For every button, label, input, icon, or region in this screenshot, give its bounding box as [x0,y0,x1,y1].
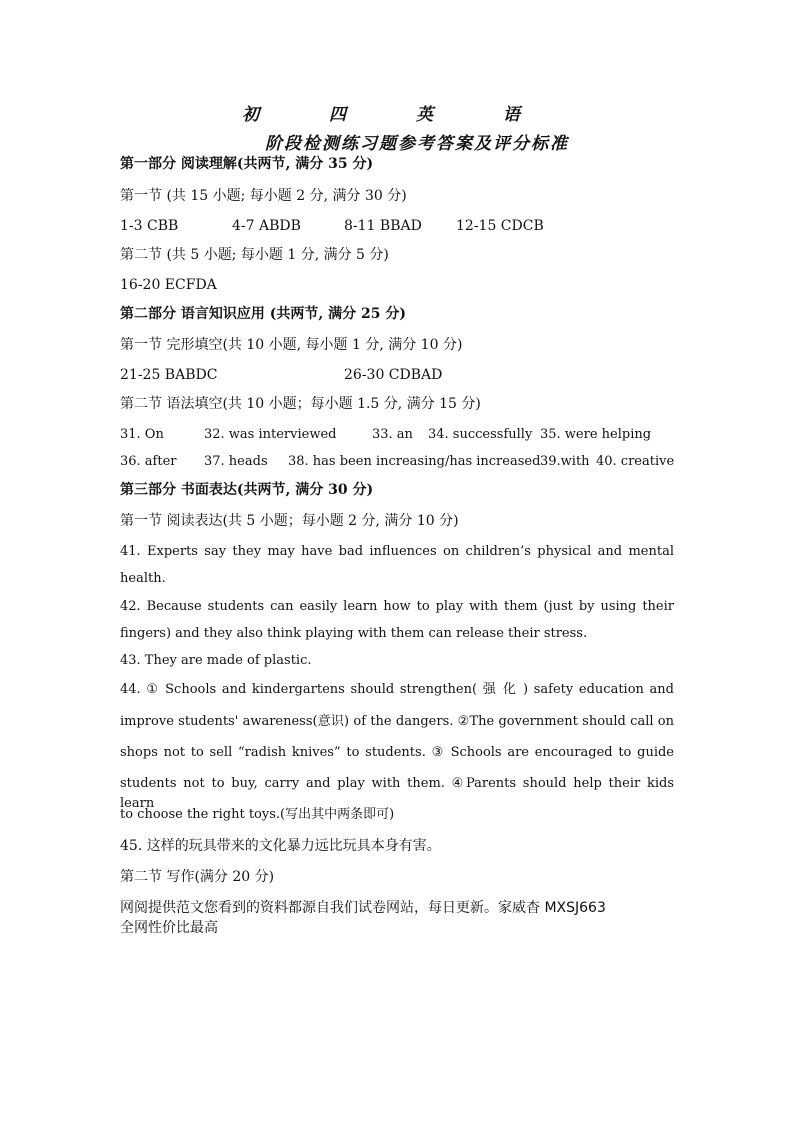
answer-item: 34. successfully [428,427,533,442]
answer-41-line-2: health. [120,571,166,586]
part3-heading: 第三部分 书面表达(共两节, 满分 30 分) [120,482,374,498]
answer-item: 38. has been increasing/has increased [288,454,541,469]
answer-44-line-5: to choose the right toys.(写出其中两条即可) [120,807,395,822]
answer-group: 12-15 CDCB [456,218,544,234]
answer-group: 26-30 CDBAD [344,367,443,383]
answer-item: 39.with [540,454,590,469]
answer-item: 32. was interviewed [204,427,337,442]
part2-heading: 第二部分 语言知识应用 (共两节, 满分 25 分) [120,306,406,322]
answer-45: 45. 这样的玩具带来的文化暴力远比玩具本身有害。 [120,838,441,854]
page-title: 初 四 英 语 [242,105,552,125]
answer-group: 4-7 ABDB [232,218,301,234]
answer-44-line-1: 44. ① Schools and kindergartens should strengthen( 强 化 ) safety education and [120,682,674,697]
part1-section1-answers [120,216,680,236]
grammar-answers-row-1 [120,425,680,445]
part1-heading: 第一部分 阅读理解(共两节, 满分 35 分) [120,156,374,172]
footer-note-line-1: 网阅提供范文您看到的资料都源自我们试卷网站，每日更新。家威杳 MXSJ663 [120,900,606,916]
part2-section1-answers [120,365,680,385]
part2-section1-heading: 第一节 完形填空(共 10 小题, 每小题 1 分, 满分 10 分) [120,337,463,353]
answer-44-line-2: improve students' awareness(意识) of the dangers. ②The government should call on [120,714,674,729]
answer-42-line-1: 42. Because students can easily learn how to play with them (just by using their [120,599,674,614]
part3-section1-heading: 第一节 阅读表达(共 5 小题；每小题 2 分, 满分 10 分) [120,513,459,529]
answer-item: 36. after [120,454,177,469]
answer-43: 43. They are made of plastic. [120,653,312,668]
answer-44-line-3: shops not to sell “radish knives” to students. ③ Schools are encouraged to guide [120,745,674,760]
page-subtitle: 阶段检测练习题参考答案及评分标准 [265,134,569,154]
answer-42-line-2: fingers) and they also think playing with them can release their stress. [120,626,588,641]
answer-item: 37. heads [204,454,268,469]
answer-41-line-1: 41. Experts say they may have bad influences on children’s physical and mental [120,544,674,559]
footer-note-line-2: 全网性价比最高 [120,920,218,936]
answer-item: 31. On [120,427,164,442]
answer-item: 40. creative [596,454,675,469]
answer-item: 35. were helping [540,427,652,442]
answer-group: 1-3 CBB [120,218,179,234]
grammar-answers-row-2 [120,452,680,472]
answer-group: 21-25 BABDC [120,367,218,383]
answer-group: 8-11 BBAD [344,218,422,234]
part1-section2-heading: 第二节 (共 5 小题; 每小题 1 分, 满分 5 分) [120,247,389,263]
part1-section1-heading: 第一节 (共 15 小题; 每小题 2 分, 满分 30 分) [120,188,407,204]
part1-section2-answers: 16-20 ECFDA [120,277,217,293]
part2-section2-heading: 第二节 语法填空(共 10 小题；每小题 1.5 分, 满分 15 分) [120,396,481,412]
answer-44-line-4: students not to buy, carry and play with them. ④Parents should help their kids learn [120,776,674,811]
answer-item: 33. an [372,427,413,442]
part3-section2-heading: 第二节 写作(满分 20 分) [120,869,275,885]
